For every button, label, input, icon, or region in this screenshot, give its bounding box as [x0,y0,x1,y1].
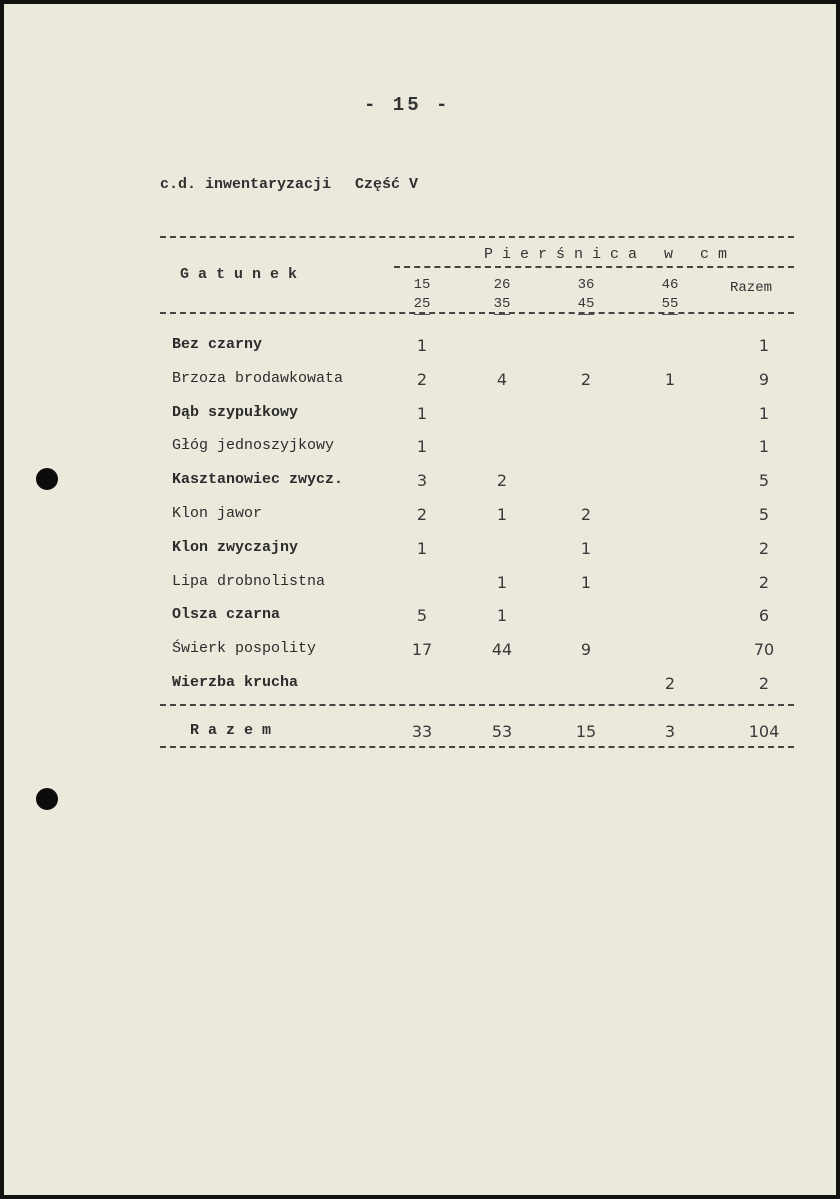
table-row [4,471,836,497]
row-total-cell: 1 [758,403,770,423]
species-name: Brzoza brodawkowata [172,369,344,387]
document-page [4,4,836,1195]
count-cell: 1 [416,437,428,457]
document-heading [160,176,418,193]
species-name: Dąb szypułkowy [172,403,299,421]
species-name: Głóg jednoszyjkowy [172,437,335,455]
count-cell: 2 [664,674,676,693]
page-number: - 15 - [364,94,451,116]
row-total-cell: 6 [758,606,770,626]
row-total-cell: 1 [758,336,770,355]
table-row [4,573,836,599]
count-cell: 1 [416,336,428,355]
table-row [4,640,836,666]
count-cell: 9 [580,640,592,660]
heading-part: Część V [355,176,419,193]
count-cell: 1 [496,572,508,592]
count-cell: 2 [496,471,508,491]
total-cell-3: 15 [575,722,597,741]
table-row [4,404,836,430]
row-total-cell: 2 [758,538,770,558]
species-name: Bez czarny [172,336,263,353]
table-bottom-rule [160,746,794,748]
species-column-header: Gatunek [180,266,307,283]
count-cell: 2 [416,505,428,524]
species-name: Wierzba krucha [172,674,299,691]
species-name: Olsza czarna [172,606,281,624]
table-row [4,505,836,531]
count-cell: 5 [416,606,428,626]
species-name: Lipa drobnolistna [172,572,326,590]
species-name: Klon jawor [172,505,263,522]
count-cell: 1 [664,369,676,389]
species-name: Kasztanowiec zwycz. [172,471,344,489]
count-cell: 1 [496,606,508,626]
total-cell-2: 53 [491,722,513,741]
count-cell: 3 [416,471,428,491]
punch-hole [36,788,58,810]
diameter-group-header: Pierśnica w cm [484,246,737,263]
table-row [4,674,836,700]
range-header-4: 46 55 [648,276,692,315]
table-top-rule [160,236,794,238]
table-row [4,437,836,463]
count-cell: 44 [491,640,513,660]
row-total-cell: 2 [758,572,770,592]
count-cell: 1 [496,505,508,524]
total-cell-5: 104 [748,722,780,741]
row-total-cell: 1 [758,437,770,457]
heading-title: c.d. inwentaryzacji [160,176,332,193]
table-row [4,606,836,632]
count-cell: 17 [411,640,433,660]
count-cell: 2 [416,369,428,389]
table-row [4,336,836,362]
table-row [4,539,836,565]
count-cell: 1 [416,538,428,558]
row-total-cell: 9 [758,369,770,389]
total-row-label: Razem [190,722,281,739]
row-total-cell: 5 [758,471,770,491]
total-cell-1: 33 [411,722,433,741]
total-column-header: Razem [730,280,773,296]
total-row [4,722,836,748]
range-header-1: 15 25 [400,276,444,315]
species-name: Klon zwyczajny [172,538,299,556]
count-cell: 2 [580,505,592,524]
range-header-2: 26 35 [480,276,524,315]
total-cell-4: 3 [664,722,676,741]
row-total-cell: 5 [758,505,770,524]
row-total-cell: 70 [753,640,775,660]
row-total-cell: 2 [758,674,770,693]
count-cell: 1 [580,538,592,558]
count-cell: 1 [416,403,428,423]
count-cell: 4 [496,369,508,389]
count-cell: 2 [580,369,592,389]
species-name: Świerk pospolity [172,640,317,658]
header-bottom-rule [160,312,794,314]
group-header-rule [394,266,794,268]
body-bottom-rule [160,704,794,706]
range-header-3: 36 45 [564,276,608,315]
table-row [4,370,836,396]
count-cell: 1 [580,572,592,592]
